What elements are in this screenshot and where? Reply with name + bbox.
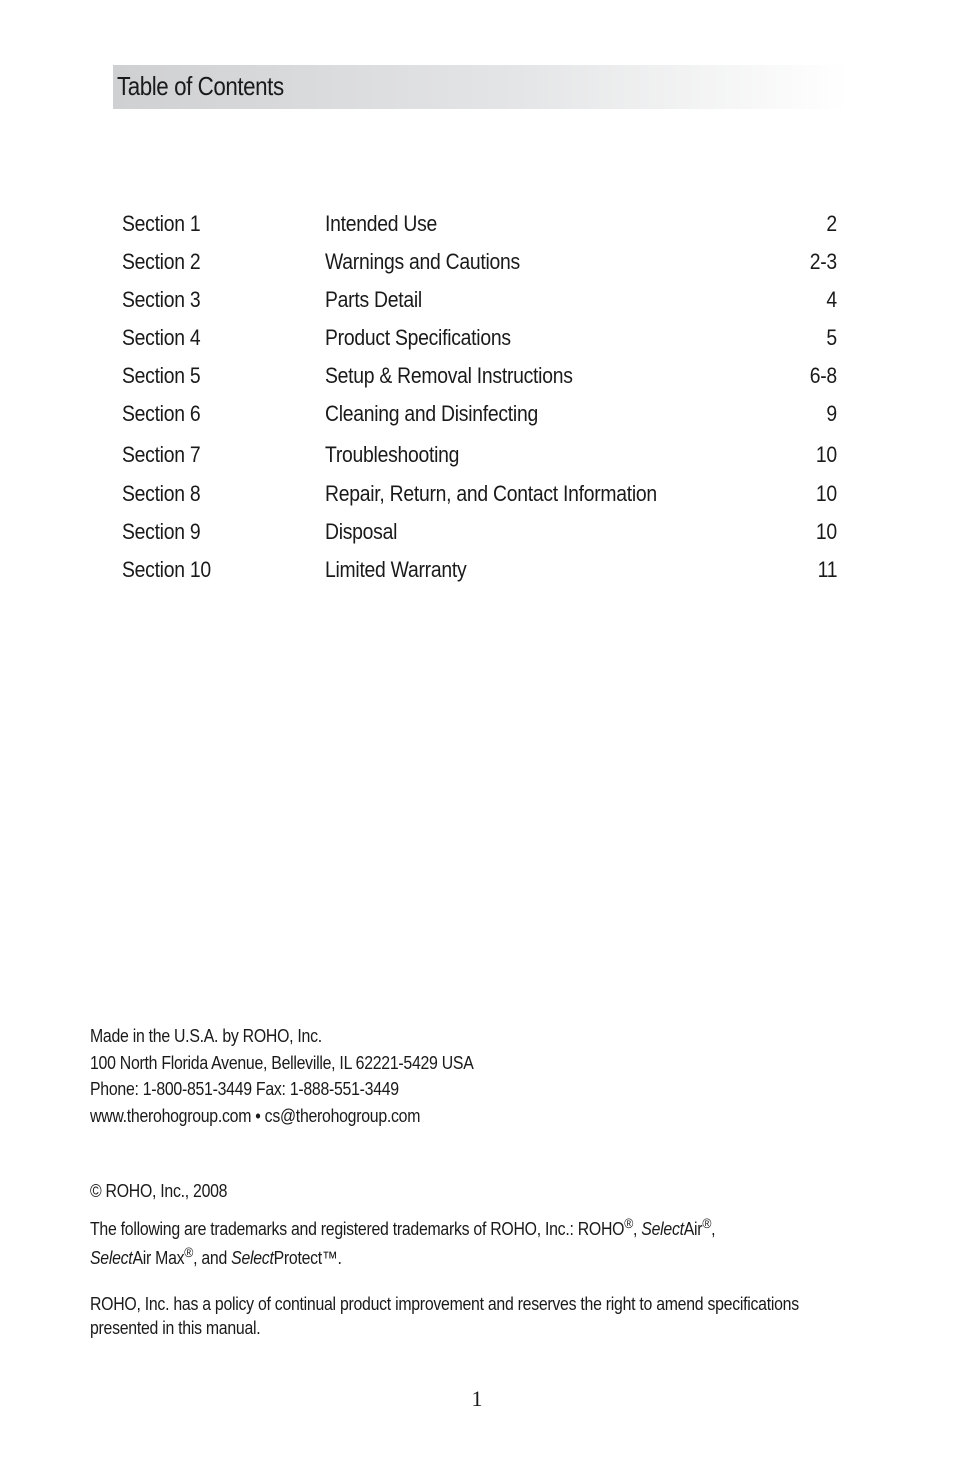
toc-row [0, 481, 954, 511]
toc-section-title: Repair, Return, and Contact Information [325, 481, 657, 506]
toc-row [0, 211, 954, 241]
toc-row [0, 325, 954, 355]
toc-row [0, 249, 954, 279]
toc-page-number: 6-8 [809, 363, 837, 388]
web-email-line: www.therohogroup.com • cs@therohogroup.com [90, 1106, 421, 1126]
toc-section-label: Section 7 [122, 442, 201, 467]
policy-line-2: presented in this manual. [90, 1318, 261, 1338]
page-number: 1 [471, 1386, 483, 1411]
page-title: Table of Contents [117, 71, 284, 101]
trademark-line-1: The following are trademarks and registered trademarks of ROHO, Inc.: ROHO®, SelectAir®, [90, 1215, 716, 1239]
toc-page-number: 11 [817, 557, 837, 582]
toc-section-title: Disposal [325, 519, 398, 544]
toc-row [0, 442, 954, 472]
toc-section-title: Warnings and Cautions [325, 249, 520, 274]
toc-section-title: Product Specifications [325, 325, 511, 350]
toc-section-title: Parts Detail [325, 287, 422, 312]
toc-row [0, 557, 954, 587]
toc-row [0, 519, 954, 549]
toc-page-number: 10 [815, 442, 837, 467]
toc-header-bar [113, 65, 848, 109]
toc-section-title: Cleaning and Disinfecting [325, 401, 538, 426]
toc-page-number: 9 [826, 401, 837, 426]
trademark-line-2: SelectAir Max®, and SelectProtect™. [90, 1244, 342, 1268]
toc-row [0, 287, 954, 317]
toc-row [0, 363, 954, 393]
toc-section-label: Section 9 [122, 519, 201, 544]
copyright-line: © ROHO, Inc., 2008 [90, 1181, 228, 1201]
toc-section-label: Section 3 [122, 287, 201, 312]
phone-fax-line: Phone: 1-800-851-3449 Fax: 1-888-551-3449 [90, 1079, 399, 1099]
toc-page-number: 2-3 [809, 249, 837, 274]
toc-section-label: Section 10 [122, 557, 211, 582]
toc-section-title: Intended Use [325, 211, 438, 236]
toc-section-title: Setup & Removal Instructions [325, 363, 573, 388]
toc-section-label: Section 2 [122, 249, 201, 274]
made-in-line: Made in the U.S.A. by ROHO, Inc. [90, 1026, 322, 1046]
policy-line-1: ROHO, Inc. has a policy of continual product improvement and reserves the right to amend specifications [90, 1294, 799, 1314]
toc-page-number: 4 [826, 287, 837, 312]
toc-section-title: Limited Warranty [325, 557, 467, 582]
toc-section-title: Troubleshooting [325, 442, 460, 467]
toc-section-label: Section 4 [122, 325, 201, 350]
address-line: 100 North Florida Avenue, Belleville, IL 62221-5429 USA [90, 1053, 474, 1073]
toc-section-label: Section 5 [122, 363, 201, 388]
toc-page-number: 2 [826, 211, 837, 236]
toc-section-label: Section 8 [122, 481, 201, 506]
toc-page-number: 5 [826, 325, 837, 350]
toc-section-label: Section 1 [122, 211, 201, 236]
toc-page-number: 10 [815, 481, 837, 506]
toc-row [0, 401, 954, 431]
toc-section-label: Section 6 [122, 401, 201, 426]
toc-page-number: 10 [815, 519, 837, 544]
